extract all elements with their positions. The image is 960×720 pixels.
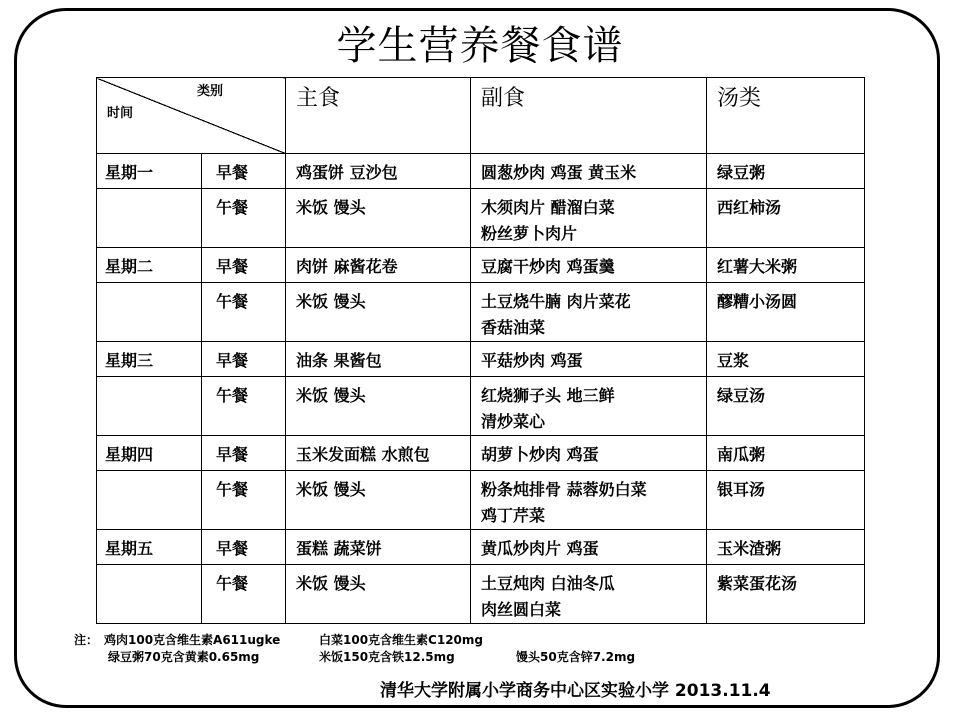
side-cell-line: 香菇油菜 bbox=[481, 318, 546, 337]
diagonal-header-cell bbox=[97, 78, 286, 154]
day-cell: 星期二 bbox=[97, 248, 202, 283]
soup-cell-line: 醪糟小汤圆 bbox=[717, 292, 798, 311]
side-cell bbox=[471, 248, 707, 283]
soup-cell bbox=[707, 342, 865, 377]
soup-cell bbox=[707, 283, 865, 342]
side-cell-line: 土豆烧牛腩 肉片菜花 bbox=[481, 292, 631, 311]
side-cell-line: 粉条炖排骨 蒜蓉奶白菜 bbox=[481, 480, 647, 499]
column-header-soup: 汤类 bbox=[707, 78, 865, 154]
meal-cell: 早餐 bbox=[202, 154, 286, 189]
day-cell: 星期五 bbox=[97, 530, 202, 565]
day-cell bbox=[97, 189, 202, 248]
side-cell bbox=[471, 154, 707, 189]
soup-cell-line: 绿豆粥 bbox=[717, 163, 766, 182]
staple-cell bbox=[286, 436, 471, 471]
staple-cell bbox=[286, 471, 471, 530]
staple-cell-line: 米饭 馒头 bbox=[296, 480, 366, 499]
meal-cell: 午餐 bbox=[202, 377, 286, 436]
category-label: 类别 bbox=[196, 84, 223, 99]
staple-cell-line: 蛋糕 蔬菜饼 bbox=[296, 539, 382, 558]
side-cell-line: 粉丝萝卜肉片 bbox=[481, 224, 578, 243]
note-rice: 米饭150克含铁12.5mg bbox=[319, 650, 455, 664]
side-cell-line: 圆葱炒肉 鸡蛋 黄玉米 bbox=[481, 163, 637, 182]
soup-cell-line: 西红柿汤 bbox=[717, 198, 782, 217]
side-cell-line: 土豆炖肉 白油冬瓜 bbox=[481, 574, 615, 593]
staple-cell-line: 米饭 馒头 bbox=[296, 574, 366, 593]
note-cabbage: 白菜100克含维生素C120mg bbox=[319, 633, 483, 647]
meal-cell: 午餐 bbox=[202, 189, 286, 248]
time-label: 时间 bbox=[107, 106, 134, 121]
side-cell-line: 清炒菜心 bbox=[481, 412, 546, 431]
soup-cell-line: 紫菜蛋花汤 bbox=[717, 574, 798, 593]
meal-cell: 早餐 bbox=[202, 342, 286, 377]
soup-cell bbox=[707, 248, 865, 283]
staple-cell-line: 玉米发面糕 水煎包 bbox=[296, 445, 430, 464]
day-cell: 星期一 bbox=[97, 154, 202, 189]
side-cell bbox=[471, 436, 707, 471]
side-cell bbox=[471, 530, 707, 565]
note-bun: 馒头50克含锌7.2mg bbox=[516, 650, 636, 664]
day-cell bbox=[97, 377, 202, 436]
day-cell: 星期三 bbox=[97, 342, 202, 377]
staple-cell bbox=[286, 377, 471, 436]
day-cell bbox=[97, 283, 202, 342]
staple-cell-line: 米饭 馒头 bbox=[296, 292, 366, 311]
staple-cell bbox=[286, 248, 471, 283]
soup-cell bbox=[707, 471, 865, 530]
side-cell bbox=[471, 283, 707, 342]
staple-cell-line: 肉饼 麻酱花卷 bbox=[296, 257, 398, 276]
table-row bbox=[97, 189, 865, 248]
table-row bbox=[97, 377, 865, 436]
column-header-staple: 主食 bbox=[286, 78, 471, 154]
day-cell bbox=[97, 565, 202, 624]
side-cell bbox=[471, 189, 707, 248]
table-row bbox=[97, 565, 865, 624]
staple-cell bbox=[286, 189, 471, 248]
soup-cell-line: 绿豆汤 bbox=[717, 386, 766, 405]
staple-cell-line: 米饭 馒头 bbox=[296, 198, 366, 217]
side-cell bbox=[471, 471, 707, 530]
soup-cell-line: 玉米渣粥 bbox=[717, 539, 782, 558]
soup-cell-line: 南瓜粥 bbox=[717, 445, 766, 464]
side-cell bbox=[471, 565, 707, 624]
table-row bbox=[97, 342, 865, 377]
side-cell bbox=[471, 377, 707, 436]
meal-cell: 早餐 bbox=[202, 248, 286, 283]
meal-cell: 午餐 bbox=[202, 565, 286, 624]
table-row bbox=[97, 248, 865, 283]
menu-table bbox=[96, 77, 865, 624]
soup-cell-line: 豆浆 bbox=[717, 351, 750, 370]
school-credit: 清华大学附属小学商务中心区实验小学 2013.11.4 bbox=[380, 681, 771, 701]
soup-cell-line: 银耳汤 bbox=[717, 480, 766, 499]
table-row bbox=[97, 154, 865, 189]
page-title: 学生营养餐食谱 bbox=[336, 23, 624, 69]
table-row bbox=[97, 283, 865, 342]
side-cell-line: 黄瓜炒肉片 鸡蛋 bbox=[481, 539, 599, 558]
staple-cell bbox=[286, 530, 471, 565]
side-cell-line: 肉丝圆白菜 bbox=[481, 600, 562, 619]
staple-cell bbox=[286, 342, 471, 377]
soup-cell bbox=[707, 565, 865, 624]
soup-cell bbox=[707, 530, 865, 565]
table-row bbox=[97, 530, 865, 565]
soup-cell bbox=[707, 154, 865, 189]
table-row bbox=[97, 436, 865, 471]
side-cell-line: 鸡丁芹菜 bbox=[481, 506, 546, 525]
staple-cell bbox=[286, 154, 471, 189]
meal-cell: 午餐 bbox=[202, 283, 286, 342]
table-row bbox=[97, 471, 865, 530]
staple-cell-line: 油条 果酱包 bbox=[296, 351, 382, 370]
day-cell: 星期四 bbox=[97, 436, 202, 471]
staple-cell-line: 米饭 馒头 bbox=[296, 386, 366, 405]
notes-prefix: 注： bbox=[74, 633, 99, 647]
day-cell bbox=[97, 471, 202, 530]
soup-cell bbox=[707, 189, 865, 248]
soup-cell bbox=[707, 377, 865, 436]
meal-cell: 午餐 bbox=[202, 471, 286, 530]
note-mungbean: 绿豆粥70克含黄素0.65mg bbox=[108, 650, 260, 664]
side-cell-line: 木须肉片 醋溜白菜 bbox=[481, 198, 615, 217]
staple-cell-line: 鸡蛋饼 豆沙包 bbox=[296, 163, 398, 182]
staple-cell bbox=[286, 565, 471, 624]
staple-cell bbox=[286, 283, 471, 342]
soup-cell bbox=[707, 436, 865, 471]
side-cell-line: 红烧狮子头 地三鲜 bbox=[481, 386, 615, 405]
meal-cell: 早餐 bbox=[202, 436, 286, 471]
table-header-row bbox=[97, 78, 865, 154]
side-cell-line: 胡萝卜炒肉 鸡蛋 bbox=[481, 445, 599, 464]
note-chicken: 鸡肉100克含维生素A611ugke bbox=[104, 633, 281, 647]
side-cell bbox=[471, 342, 707, 377]
side-cell-line: 豆腐干炒肉 鸡蛋羹 bbox=[481, 257, 615, 276]
meal-cell: 早餐 bbox=[202, 530, 286, 565]
side-cell-line: 平菇炒肉 鸡蛋 bbox=[481, 351, 583, 370]
column-header-side: 副食 bbox=[471, 78, 707, 154]
soup-cell-line: 红薯大米粥 bbox=[717, 257, 798, 276]
nutrition-notes bbox=[74, 632, 674, 666]
